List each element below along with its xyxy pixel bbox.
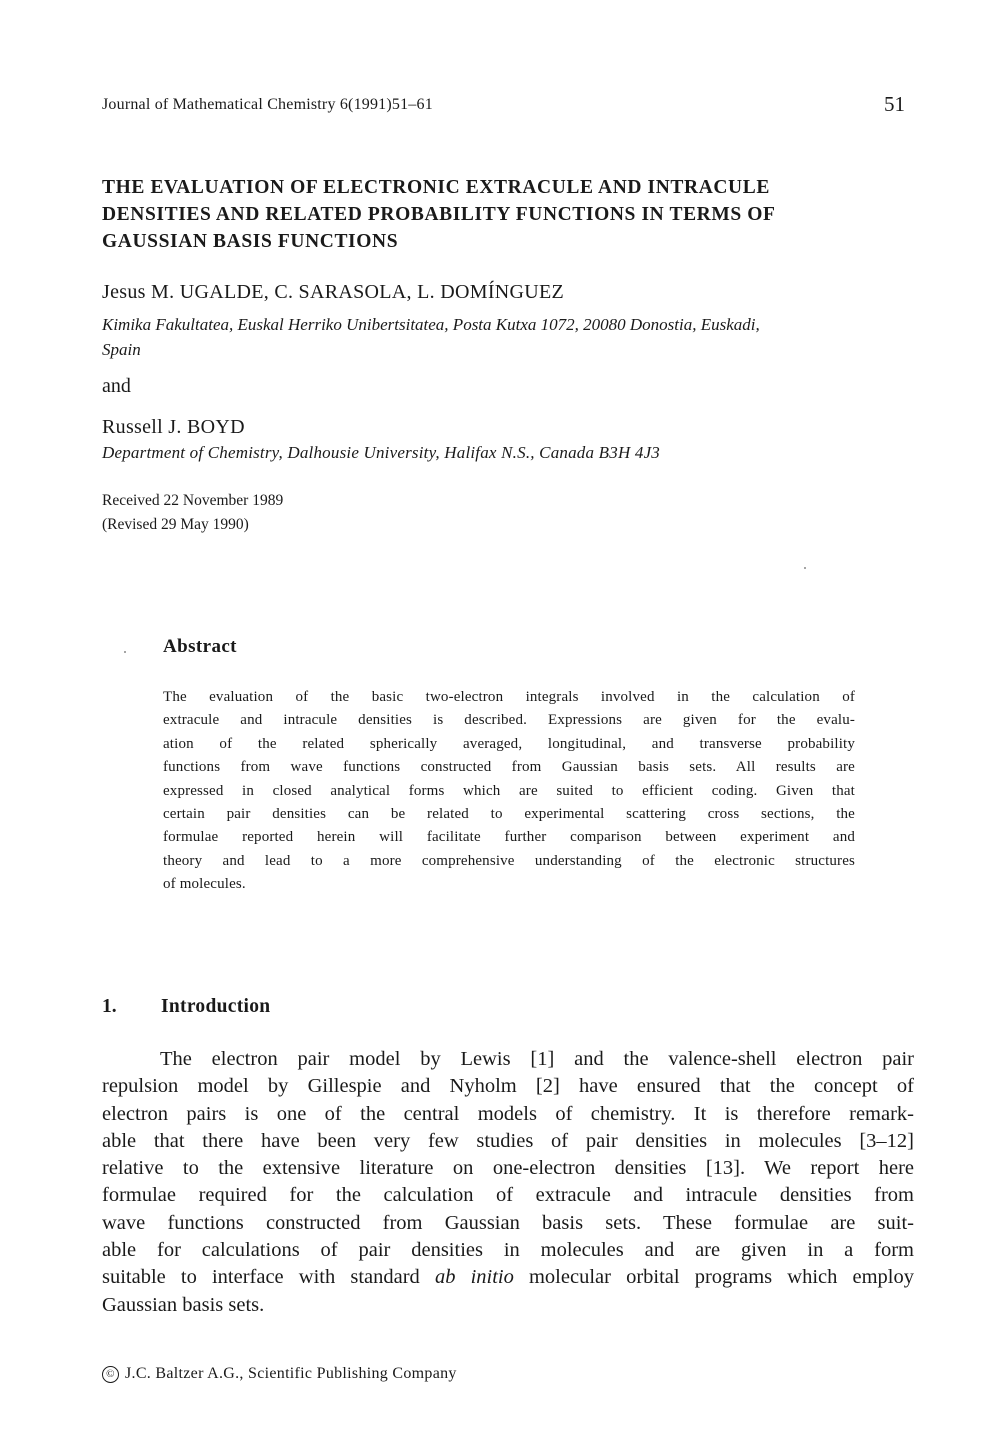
intro-line: able that there have been very few studies of pair densities in molecules [3–12] [102, 1129, 914, 1152]
abstract-body [163, 686, 855, 897]
affiliation-1-line: Kimika Fakultatea, Euskal Herriko Unibertsitatea, Posta Kutxa 1072, 20080 Donostia, Euskadi, [102, 315, 760, 334]
intro-text: molecular orbital programs which employ [513, 1266, 914, 1289]
abstract-line: certain pair densities can be related to experimental scattering cross sections, the [163, 806, 855, 823]
abstract-line: formulae reported herein will facilitate further comparison between experiment and [163, 829, 855, 846]
and-connector: and [102, 375, 131, 397]
affiliation-1-line: Spain [102, 340, 141, 359]
abstract-line: theory and lead to a more comprehensive understanding of the electronic structures [163, 852, 855, 869]
intro-text: suitable to interface with standard [102, 1266, 435, 1289]
copyright-icon: © [102, 1366, 119, 1383]
intro-line: The electron pair model by Lewis [1] and the valence-shell electron pair [160, 1048, 914, 1070]
abstract-line: expressed in closed analytical forms which are suited to efficient coding. Given that [163, 782, 855, 799]
paper-title [102, 174, 912, 255]
affiliation-1 [102, 312, 932, 362]
abstract-line: of molecules. [163, 876, 246, 893]
intro-line: relative to the extensive literature on one-electron densities [13]. We report here [102, 1157, 914, 1180]
page-number: 51 [884, 92, 905, 116]
abstract-line: extracule and intracule densities is described. Expressions are given for the evalu- [163, 712, 855, 729]
author-list-2: Russell J. BOYD [102, 416, 245, 438]
title-line: DENSITIES AND RELATED PROBABILITY FUNCTIONS IN TERMS OF [102, 204, 776, 225]
affiliation-2: Department of Chemistry, Dalhousie University, Halifax N.S., Canada B3H 4J3 [102, 443, 661, 462]
abstract-heading: Abstract [163, 636, 237, 657]
abstract-line: The evaluation of the basic two-electron integrals involved in the calculation of [163, 689, 855, 705]
intro-line: electron pairs is one of the central models of chemistry. It is therefore remark- [102, 1102, 914, 1125]
ab-initio-emphasis: ab initio [434, 1266, 514, 1289]
title-line: GAUSSIAN BASIS FUNCTIONS [102, 231, 399, 252]
intro-line: wave functions constructed from Gaussian basis sets. These formulae are suit- [102, 1211, 914, 1234]
journal-header: Journal of Mathematical Chemistry 6(1991)51–61 [102, 96, 433, 113]
scan-speck [804, 567, 806, 569]
abstract-line: ation of the related spherically averaged, longitudinal, and transverse probability [163, 735, 855, 752]
section-number: 1. [102, 996, 117, 1017]
author-list-1: Jesus M. UGALDE, C. SARASOLA, L. DOMÍNGUEZ [102, 281, 565, 303]
revised-date: (Revised 29 May 1990) [102, 516, 249, 533]
introduction-paragraph [102, 1046, 914, 1319]
received-date: Received 22 November 1989 [102, 492, 284, 509]
intro-line: formulae required for the calculation of extracule and intracule densities from [102, 1184, 914, 1207]
scan-speck [124, 651, 126, 653]
intro-line: repulsion model by Gillespie and Nyholm [2] have ensured that the concept of [102, 1075, 914, 1098]
intro-line: able for calculations of pair densities in molecules and are given in a form [102, 1239, 914, 1262]
copyright-notice [102, 1365, 457, 1383]
intro-line: Gaussian basis sets. [102, 1293, 265, 1316]
copyright-text: J.C. Baltzer A.G., Scientific Publishing Company [125, 1365, 457, 1382]
section-title: Introduction [161, 996, 271, 1017]
title-line: THE EVALUATION OF ELECTRONIC EXTRACULE AND INTRACULE [102, 177, 770, 198]
intro-line-with-emphasis [102, 1264, 914, 1291]
abstract-line: functions from wave functions constructed from Gaussian basis sets. All results are [163, 759, 855, 776]
